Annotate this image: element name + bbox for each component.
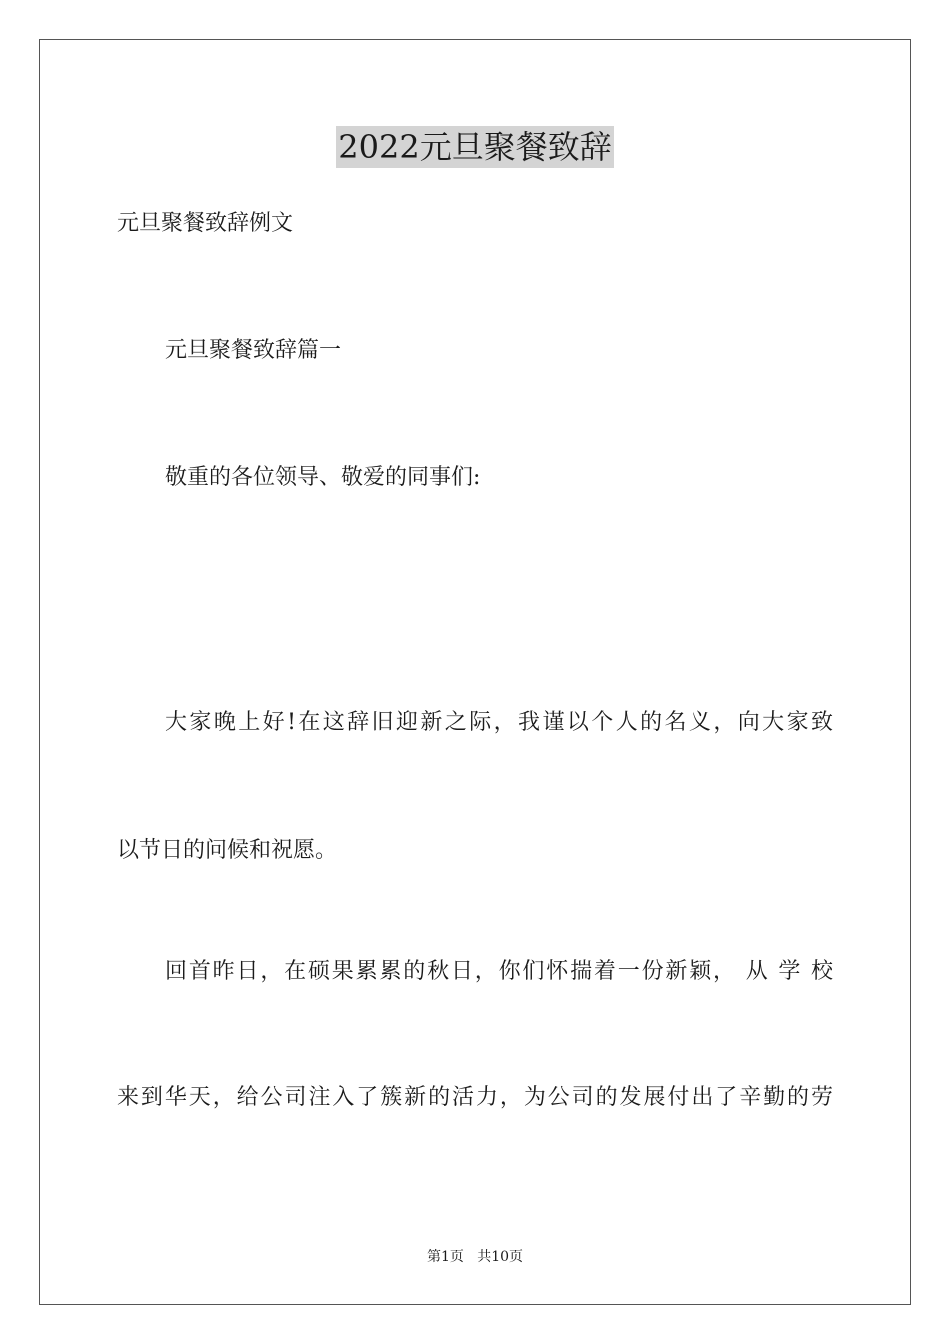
- title-container: [0, 126, 950, 168]
- document-title: 2022元旦聚餐致辞: [338, 128, 612, 166]
- document-subtitle: 元旦聚餐致辞例文: [117, 211, 294, 236]
- page-footer: 第1页 共10页: [426, 1249, 524, 1265]
- salutation: 敬重的各位领导、敬爱的同事们:: [165, 465, 481, 490]
- section-heading: 元旦聚餐致辞篇一: [165, 338, 342, 363]
- paragraph-2-line-2: 来到华天，给公司注入了簇新的活力，为公司的发展付出了辛勤的劳: [117, 1085, 833, 1110]
- paragraph-1-line-1: 大家晚上好!在这辞旧迎新之际，我谨以个人的名义，向大家致: [165, 710, 833, 735]
- paragraph-1-line-2: 以节日的问候和祝愿。: [117, 838, 338, 863]
- paragraph-2-line-1: 回首昨日，在硕果累累的秋日，你们怀揣着一份新颖， 从 学 校: [165, 959, 833, 984]
